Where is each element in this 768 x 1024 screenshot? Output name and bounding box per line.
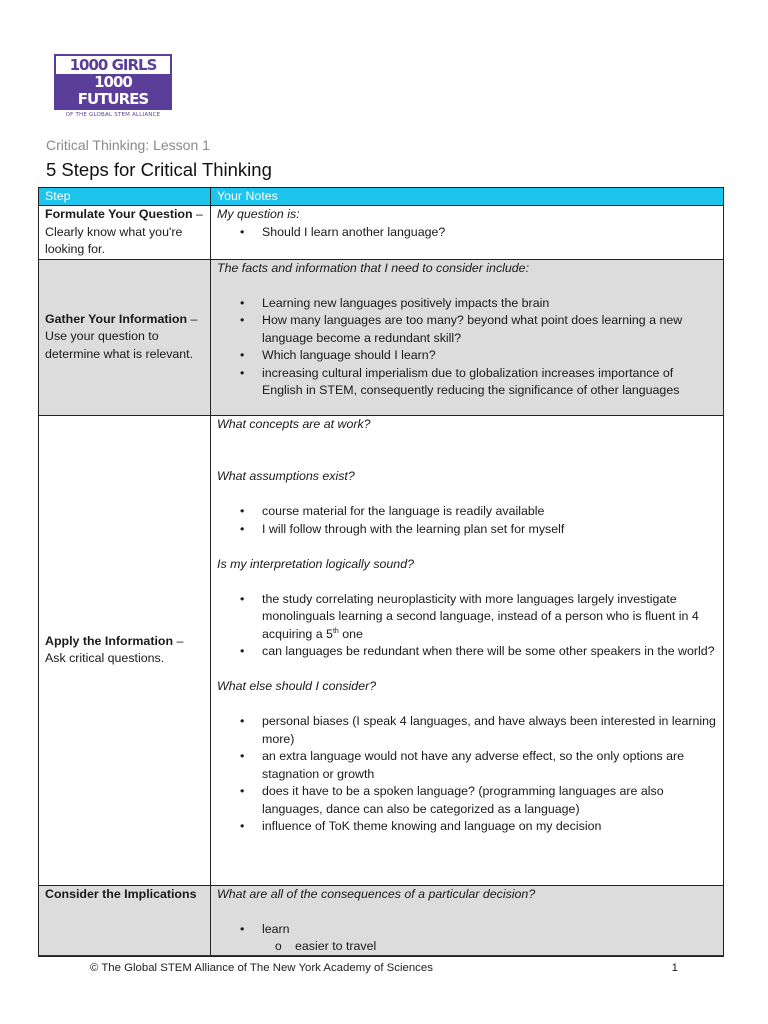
notes-prompt: What concepts are at work? [217, 416, 371, 431]
notes-list [217, 224, 717, 242]
page-footer [38, 955, 724, 974]
logo-tagline: OF THE GLOBAL STEM ALLIANCE [65, 112, 161, 118]
step-description: – Ask critical questions. [45, 633, 184, 665]
step-cell [39, 206, 211, 260]
table-row [39, 415, 724, 885]
notes-prompt: What are all of the consequences of a particular decision? [217, 886, 536, 901]
list-item: • personal biases (I speak 4 languages, and have always been interested in learning more) [262, 713, 717, 748]
list-item-text: learn [262, 921, 290, 936]
step-description: – Clearly know what you're looking for. [45, 207, 203, 256]
list-item: • does it have to be a spoken language? (programming languages are also languages, dance can also be categorized as a language) [262, 783, 717, 818]
logo-line-2: 1000 FUTURES [56, 74, 170, 108]
notes-list [217, 295, 717, 400]
step-name: Consider the Implications [45, 886, 197, 901]
notes-prompt: What else should I consider? [217, 679, 377, 693]
notes-cell [211, 259, 724, 415]
lesson-label: Critical Thinking: Lesson 1 [46, 137, 210, 153]
notes-list [217, 591, 717, 661]
list-item-text: one [338, 626, 363, 641]
list-item: • influence of ToK theme knowing and language on my decision [262, 818, 717, 836]
list-item: • I will follow through with the learning plan set for myself [262, 521, 717, 539]
footer-copyright: © The Global STEM Alliance of The New York Academy of Sciences [90, 962, 433, 974]
logo [54, 54, 172, 118]
list-item [262, 921, 717, 956]
step-name: Gather Your Information [45, 311, 188, 326]
list-item-text: the study correlating neuroplasticity with more languages largely investigate monolinguals learning a second language, instead of a person who is fluent in 4 acquiring a 5 [262, 591, 699, 641]
page-title: 5 Steps for Critical Thinking [46, 159, 272, 180]
notes-cell [211, 415, 724, 885]
sub-list [262, 938, 717, 956]
list-item: • an extra language would not have any adverse effect, so the only options are stagnation or growth [262, 748, 717, 783]
list-item: • Should I learn another language? [262, 224, 717, 242]
notes-cell [211, 885, 724, 956]
step-cell [39, 885, 211, 956]
list-item: • can languages be redundant when there will be some other speakers in the world? [262, 643, 717, 661]
list-item: • course material for the language is readily available [262, 503, 717, 521]
logo-line-1: 1000 GIRLS [69, 56, 157, 74]
table-header-row [39, 188, 724, 206]
table-row [39, 885, 724, 956]
step-cell [39, 259, 211, 415]
sub-list-item: o easier to travel [295, 938, 717, 956]
step-name: Apply the Information [45, 633, 174, 648]
notes-prompt: My question is: [217, 207, 300, 221]
step-name: Formulate Your Question [45, 207, 193, 221]
notes-list [217, 921, 717, 956]
notes-list [217, 713, 717, 836]
table-row [39, 259, 724, 415]
step-cell [39, 415, 211, 885]
page-number: 1 [671, 962, 678, 974]
logo-box [54, 54, 172, 110]
list-item: • increasing cultural imperialism due to globalization increases importance of English in STEM, consequently reducing the significance of other languages [262, 365, 717, 400]
list-item: • Learning new languages positively impacts the brain [262, 295, 717, 313]
steps-table [38, 187, 724, 957]
notes-prompt: Is my interpretation logically sound? [217, 556, 414, 571]
list-item: • Which language should I learn? [262, 347, 717, 365]
list-item [262, 591, 717, 644]
list-item: • How many languages are too many? beyond what point does learning a new language become a redundant skill? [262, 312, 717, 347]
table-row [39, 206, 724, 260]
notes-list [217, 503, 717, 538]
notes-prompt: The facts and information that I need to consider include: [217, 260, 530, 275]
header-step: Step [39, 188, 211, 206]
notes-cell [211, 206, 724, 260]
header-notes: Your Notes [211, 188, 724, 206]
superscript: th [332, 627, 339, 635]
notes-prompt: What assumptions exist? [217, 469, 355, 483]
step-description: – Use your question to determine what is relevant. [45, 311, 198, 361]
